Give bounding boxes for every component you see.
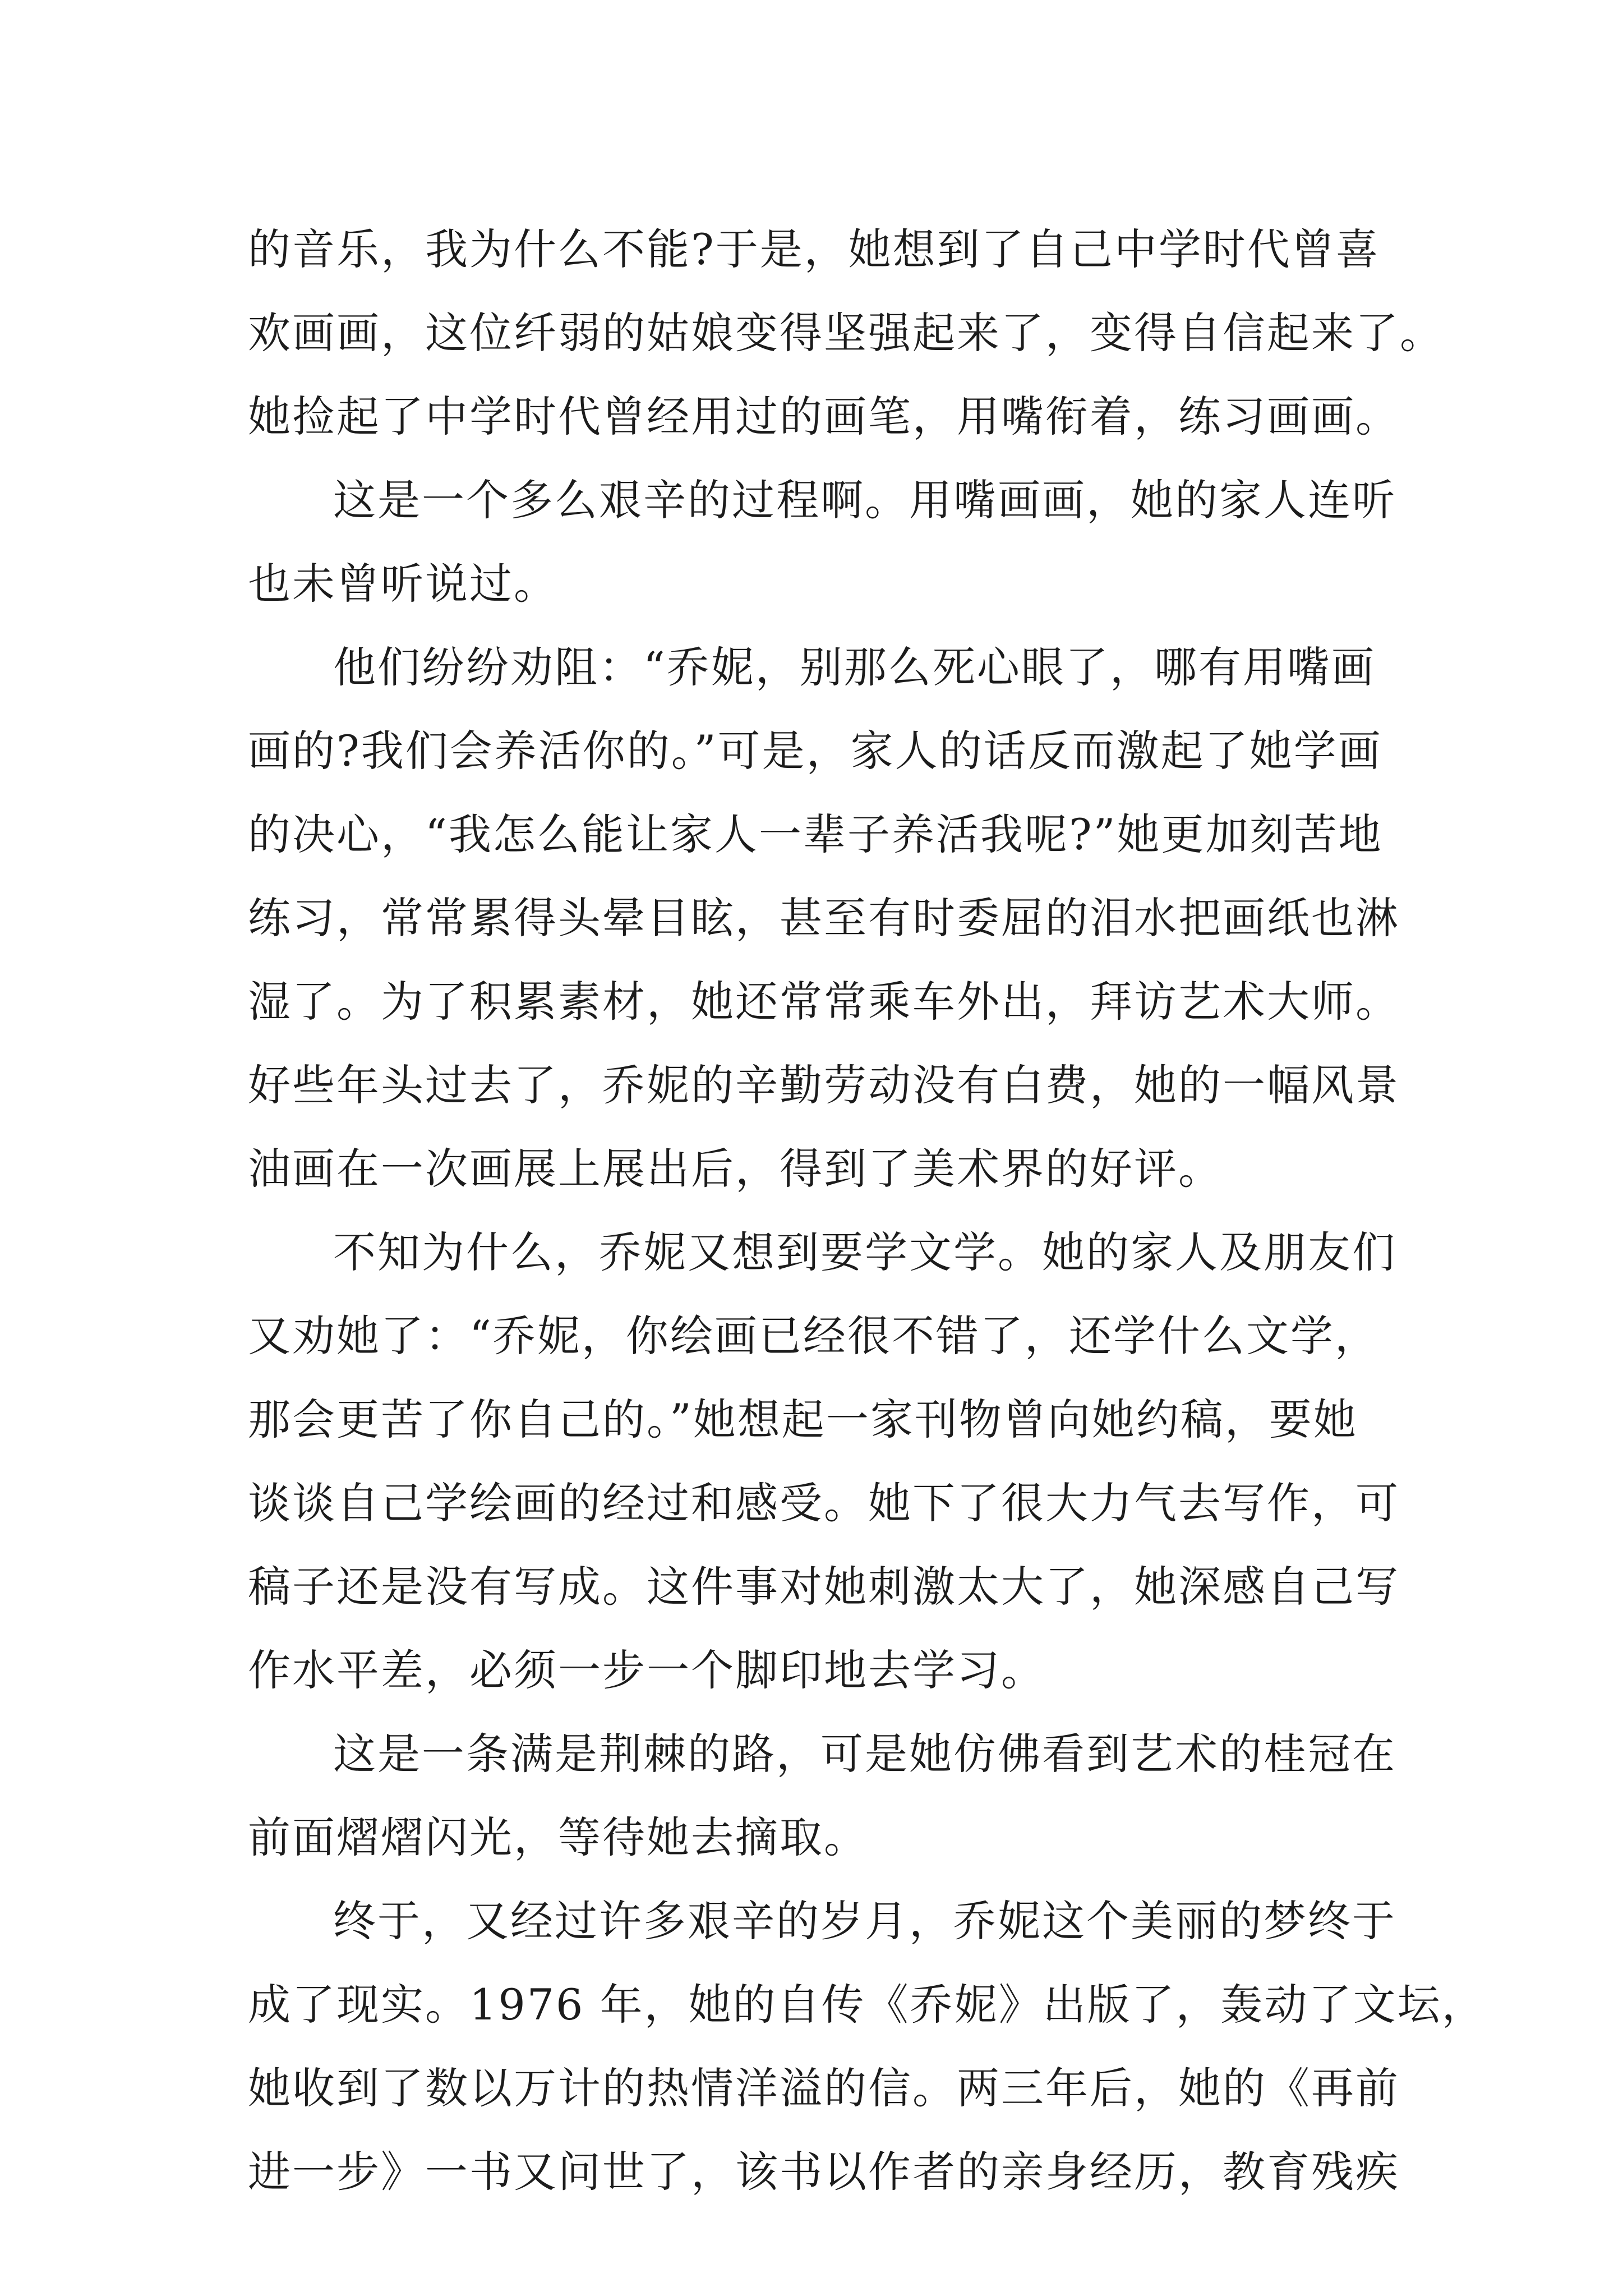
- text-line: 的决心，“我怎么能让家人一辈子养活我呢?”她更加刻苦地: [248, 809, 1383, 859]
- text-line: 欢画画，这位纤弱的姑娘变得坚强起来了，变得自信起来了。: [248, 308, 1444, 358]
- text-line: 她捡起了中学时代曾经用过的画笔，用嘴衔着，练习画画。: [248, 392, 1400, 441]
- text-line: 湿了。为了积累素材，她还常常乘车外出，拜访艺术大师。: [248, 977, 1400, 1027]
- text-line: 谈谈自己学绘画的经过和感受。她下了很大力气去写作，可: [248, 1478, 1400, 1528]
- text-line: 进一步》一书又问世了，该书以作者的亲身经历，教育残疾: [248, 2147, 1400, 2197]
- text-line: 的音乐，我为什么不能?于是，她想到了自己中学时代曾喜: [248, 224, 1380, 274]
- paragraph-first-line: 不知为什么，乔妮又想到要学文学。她的家人及朋友们: [333, 1227, 1396, 1277]
- text-line: 油画在一次画展上展出后，得到了美术界的好评。: [248, 1144, 1223, 1194]
- paragraph-first-line: 他们纷纷劝阻：“乔妮，别那么死心眼了，哪有用嘴画: [333, 642, 1376, 692]
- text-line: 稿子还是没有写成。这件事对她刺激太大了，她深感自己写: [248, 1562, 1400, 1612]
- text-line: 她收到了数以万计的热情洋溢的信。两三年后，她的《再前: [248, 2063, 1400, 2113]
- text-line: 练习，常常累得头晕目眩，甚至有时委屈的泪水把画纸也淋: [248, 893, 1400, 943]
- paragraph-first-line: 这是一条满是荆棘的路，可是她仿佛看到艺术的桂冠在: [333, 1729, 1396, 1779]
- text-line: 那会更苦了你自己的。”她想起一家刊物曾向她约稿，要她: [248, 1395, 1358, 1444]
- paragraph-first-line: 这是一个多么艰辛的过程啊。用嘴画画，她的家人连听: [333, 475, 1396, 525]
- text-line: 好些年头过去了，乔妮的辛勤劳动没有白费，她的一幅风景: [248, 1060, 1400, 1110]
- paragraph-first-line: 终于，又经过许多艰辛的岁月，乔妮这个美丽的梦终于: [333, 1896, 1396, 1946]
- text-line: 成了现实。1976 年，她的自传《乔妮》出版了，轰动了文坛，: [248, 1980, 1486, 2030]
- body-text: [248, 208, 1486, 2214]
- text-line: 也未曾听说过。: [248, 559, 558, 609]
- text-line: 作水平差，必须一步一个脚印地去学习。: [248, 1645, 1045, 1695]
- text-line: 前面熠熠闪光，等待她去摘取。: [248, 1812, 868, 1862]
- text-line: 画的?我们会养活你的。”可是，家人的话反而激起了她学画: [248, 726, 1382, 776]
- text-line: 又劝她了：“乔妮，你绘画已经很不错了，还学什么文学，: [248, 1311, 1379, 1361]
